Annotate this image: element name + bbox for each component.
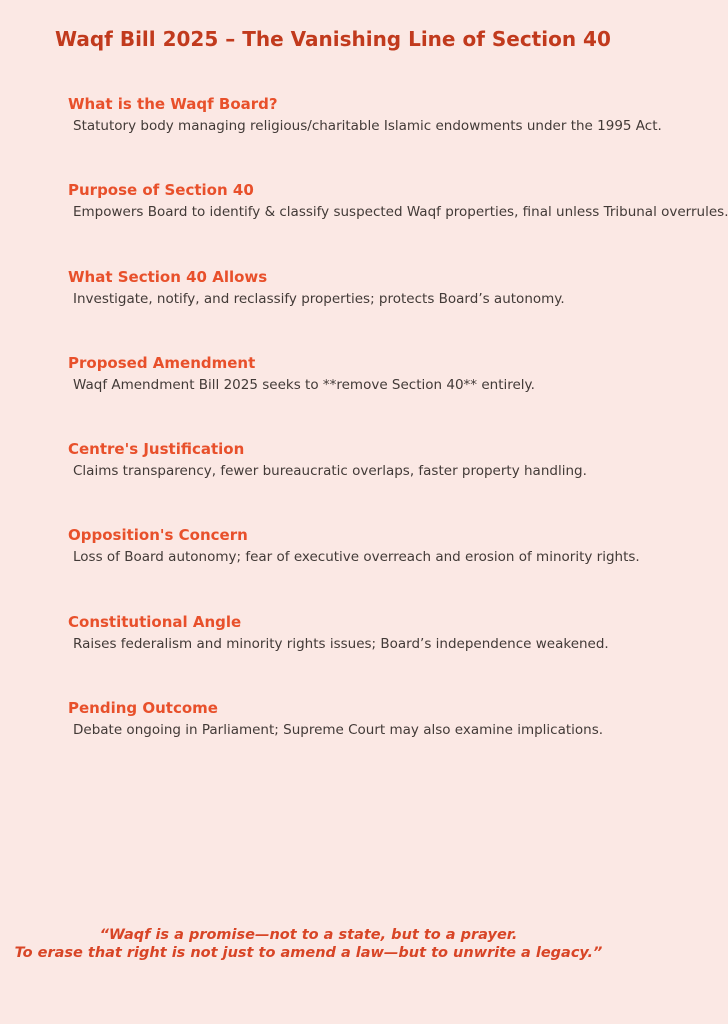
quote-line-2: To erase that right is not just to amend a law—but to unwrite a legacy.” <box>14 945 603 961</box>
section-heading: Proposed Amendment <box>68 354 256 372</box>
section-heading: Centre's Justification <box>68 440 245 458</box>
page-title: Waqf Bill 2025 – The Vanishing Line of Section 40 <box>55 27 611 51</box>
closing-quote <box>0 926 617 962</box>
section-what-is-waqf-board <box>0 95 728 134</box>
section-body: Debate ongoing in Parliament; Supreme Court may also examine implications. <box>73 722 604 738</box>
section-body: Investigate, notify, and reclassify properties; protects Board’s autonomy. <box>73 291 565 307</box>
section-body: Loss of Board autonomy; fear of executive overreach and erosion of minority rights. <box>73 549 640 565</box>
section-body: Claims transparency, fewer bureaucratic overlaps, faster property handling. <box>73 463 587 479</box>
quote-line-1: “Waqf is a promise—not to a state, but to a prayer. <box>99 927 518 943</box>
section-heading: Purpose of Section 40 <box>68 181 254 199</box>
section-heading: Pending Outcome <box>68 699 218 717</box>
section-heading: Constitutional Angle <box>68 613 242 631</box>
section-body: Empowers Board to identify & classify suspected Waqf properties, final unless Tribunal overrules. <box>73 204 728 220</box>
section-body: Raises federalism and minority rights issues; Board’s independence weakened. <box>73 636 609 652</box>
section-body: Waqf Amendment Bill 2025 seeks to **remove Section 40** entirely. <box>73 377 535 393</box>
section-purpose-of-section-40 <box>0 181 728 220</box>
section-what-section-40-allows <box>0 268 728 307</box>
section-heading: Opposition's Concern <box>68 526 248 544</box>
section-heading: What is the Waqf Board? <box>68 95 278 113</box>
section-oppositions-concern <box>0 526 728 565</box>
section-constitutional-angle <box>0 613 728 652</box>
section-centres-justification <box>0 440 728 479</box>
section-heading: What Section 40 Allows <box>68 268 268 286</box>
section-pending-outcome <box>0 699 728 738</box>
section-proposed-amendment <box>0 354 728 393</box>
section-body: Statutory body managing religious/charitable Islamic endowments under the 1995 Act. <box>73 118 662 134</box>
